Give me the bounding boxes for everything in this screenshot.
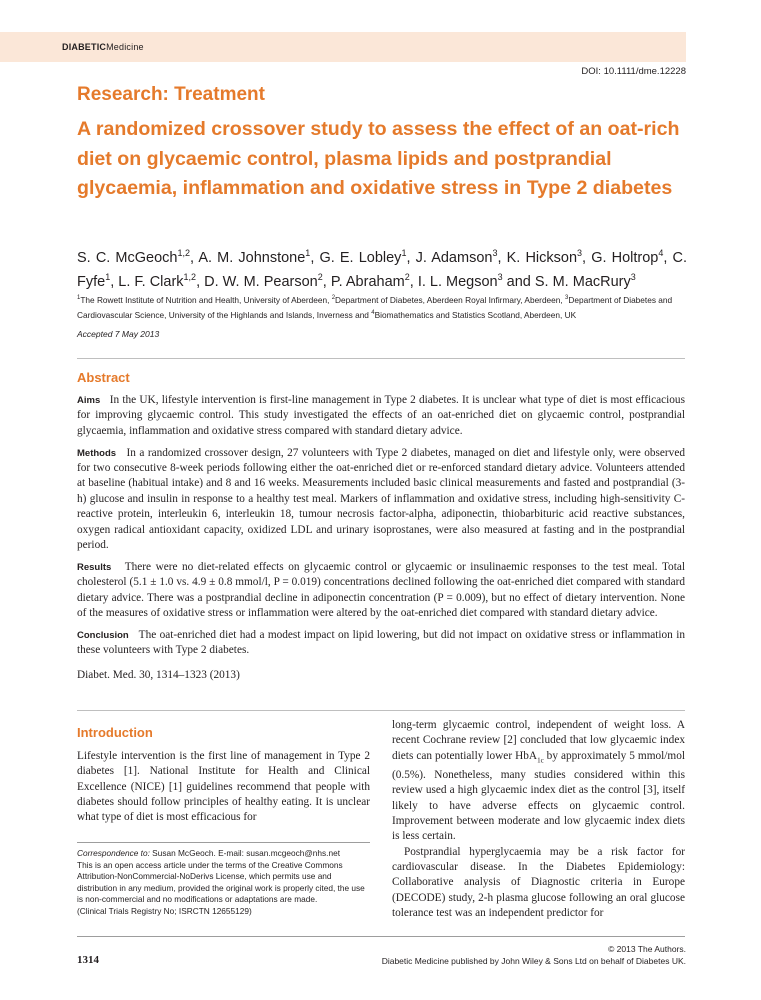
author-name: L. F. Clark$^{1,2}$ — [118, 271, 197, 290]
page-number: 1314 — [77, 954, 99, 966]
author-name: S. M. MacRury$^3$ — [534, 271, 636, 290]
affiliations: $^1$The Rowett Institute of Nutrition and Health, University of Aberdeen, $^2$Department of Diabetes, Aberdeen Royal Infirmary, Aberdeen, $^3$Department of Diabetes and Cardiovascular Science, University of the Highlands and Islands, Inverness and $^4$Biomathematics and Statistics Scotland, Aberdeen, UK — [77, 294, 673, 320]
abstract-aims: Aims In the UK, lifestyle intervention is first-line management in Type 2 diabetes. It is unclear what type of diet is most efficacious for improving glycaemic control. This study investigated the effects of an oat-enriched diet on glycaemic control, postprandial glycaemia, inflammation and oxidative stress compared with standard dietary advice. — [77, 394, 685, 437]
affiliation: The Rowett Institute of Nutrition and Health, University of Aberdeen, — [80, 294, 332, 305]
article-title: A randomized crossover study to assess the effect of an oat-rich diet on glycaemic control, plasma lipids and postprandial glycaemia, inflammation and oxidative stress in Type 2 diabetes — [77, 118, 680, 199]
methods-label: Methods — [77, 447, 117, 459]
author-name: K. Hickson$^3$ — [506, 248, 583, 266]
author-name: A. M. Johnstone$^1$ — [198, 248, 311, 266]
abstract-results: Results There were no diet-related effects on glycaemic control or glycaemic or insulinaemic responses to the test meal. Total cholesterol (5.1 ± 1.0 vs. 4.9 ± 0.8 mmol/l, P = 0.019) concentrations declined following the oat-enriched diet compared with standard dietary advice. There was a postprandial decline in adiponectin concentration (P = 0.009), but no effect of dietary intervention. None of the measures of oxidative stress or inflammation were altered by the oat-enriched diet compared with standard dietary advice. — [77, 560, 685, 620]
correspondence-label: Correspondence to: — [77, 848, 150, 858]
abstract-conclusion: Conclusion The oat-enriched diet had a modest impact on lipid lowering, but did not impact on oxidative stress or inflammation in these volunteers with Type 2 diabetes. — [77, 628, 685, 657]
author-list: S. C. McGeoch$^{1,2}$, A. M. Johnstone$^1$, G. E. Lobley$^1$, J. Adamson$^3$, K. Hickson$^3$, G. Holtrop$^4$, C. Fyfe$^1$, L. F. Clark$^{1,2}$, D. W. M. Pearson$^2$, P. Abraham$^2$, I. L. Megson$^3$ and S. M. MacRury$^3$ — [77, 248, 688, 290]
abstract-methods: Methods In a randomized crossover design, 27 volunteers with Type 2 diabetes, managed on diet and lifestyle only, were observed for two consecutive 8-week periods following either the oat-enriched diet or re-enforced standard dietary advice. Volunteers attended at baseline (habitual intake) and 8 and 16 weeks. Measurements included basic clinical measurements and fasted and postprandial (3-h) glucose and insulin in response to a healthy test meal. Markers of inflammation and oxidative stress, including high-sensitivity C-reactive protein, interleukin 6, interleukin 18, tumour necrosis factor-alpha, adiponectin, thiobarbituric acid reactive substances, oxygen radical antioxidant capacity, oxidized LDL and urinary isoprostanes, were also measured at fasting and in the postprandial period. — [77, 446, 685, 552]
author-name: S. C. McGeoch$^{1,2}$ — [77, 248, 190, 266]
author-name: D. W. M. Pearson$^2$ — [204, 271, 323, 290]
accepted-date: Accepted 7 May 2013 — [77, 329, 160, 339]
abstract-heading: Abstract — [77, 370, 130, 385]
results-label: Results — [77, 561, 112, 573]
intro-paragraph: long-term glycaemic control, independent of weight loss. A recent Cochrane review [2] concluded that low glycaemic index diets can potentially lower HbA$_{1c}$ by approximately 5 mmol/mol (0.5%). Nonetheless, many studies considered within this review used a high glycaemic index diet as the control [3], itself likely to have adverse effects on glycaemic control. Improvement between moderate and low glycaemic index diets is less certain. — [392, 719, 685, 843]
affiliation: Department of Diabetes, Aberdeen Royal Infirmary, Aberdeen, — [335, 294, 566, 305]
correspondence-footnote: Correspondence to: Susan McGeoch. E-mail: susan.mcgeoch@nhs.net This is an open access article under the terms of the Creative Commons Attribution-NonCommercial-NoDerivs License, which permits use and distribution in any medium, provided the original work is properly cited, the use is non-commercial and no modifications or adaptations are made. (Clinical Trials Registry No; ISRCTN 12655129) — [77, 848, 370, 918]
author-name: I. L. Megson$^3$ — [417, 271, 503, 290]
author-name: C. Fyfe$^1$ — [77, 249, 688, 290]
journal-name: DIABETICMedicine — [62, 42, 144, 52]
affiliation: Department of Diabetes and Cardiovascular Science, University of the Highlands and Islands, Inverness and — [77, 294, 673, 320]
author-name: P. Abraham$^2$ — [330, 271, 410, 290]
citation: Diabet. Med. 30, 1314–1323 (2013) — [77, 668, 240, 681]
aims-label: Aims — [77, 395, 101, 406]
author-name: G. Holtrop$^4$ — [591, 248, 664, 266]
introduction-left-column: Lifestyle intervention is the first line of management in Type 2 diabetes [1]. National Institute for Health and Clinical Excellence (NICE) [1] guidelines recommend that people with diabetes should follow principles of healthy eating. It is unclear what type of diet is most efficacious for — [77, 750, 370, 824]
divider — [77, 710, 685, 711]
section-label: Research: Treatment — [77, 84, 265, 105]
footer-rule — [77, 936, 685, 937]
footnote-rule — [77, 842, 370, 843]
trial-registry: (Clinical Trials Registry No; ISRCTN 12655129) — [77, 905, 252, 916]
conclusion-label: Conclusion — [77, 629, 129, 641]
introduction-right-column — [392, 718, 685, 921]
author-name: G. E. Lobley$^1$ — [319, 248, 407, 266]
abstract — [77, 393, 685, 689]
divider — [77, 358, 685, 359]
copyright: © 2013 The Authors. Diabetic Medicine published by John Wiley & Sons Ltd on behalf of Diabetes UK. — [381, 944, 686, 966]
intro-paragraph: Postprandial hyperglycaemia may be a risk factor for cardiovascular disease. In the Diabetes Epidemiology: Collaborative analysis of Diagnostic criteria in Europe (DECODE) study, 2-h plasma glucose following an oral glucose tolerance test was an independent predictor for — [392, 845, 685, 919]
author-name: J. Adamson$^3$ — [415, 248, 498, 266]
affiliation: Biomathematics and Statistics Scotland, Aberdeen, UK — [374, 309, 577, 320]
doi[interactable]: DOI: 10.1111/dme.12228 — [581, 66, 686, 77]
license-text: This is an open access article under the terms of the Creative Commons Attribution-NonCommercial-NoDerivs License, which permits use and distribution in any medium, provided the original work is properly cited, the use is non-commercial and no modifications or adaptations are made. — [77, 859, 365, 905]
introduction-heading: Introduction — [77, 725, 153, 740]
